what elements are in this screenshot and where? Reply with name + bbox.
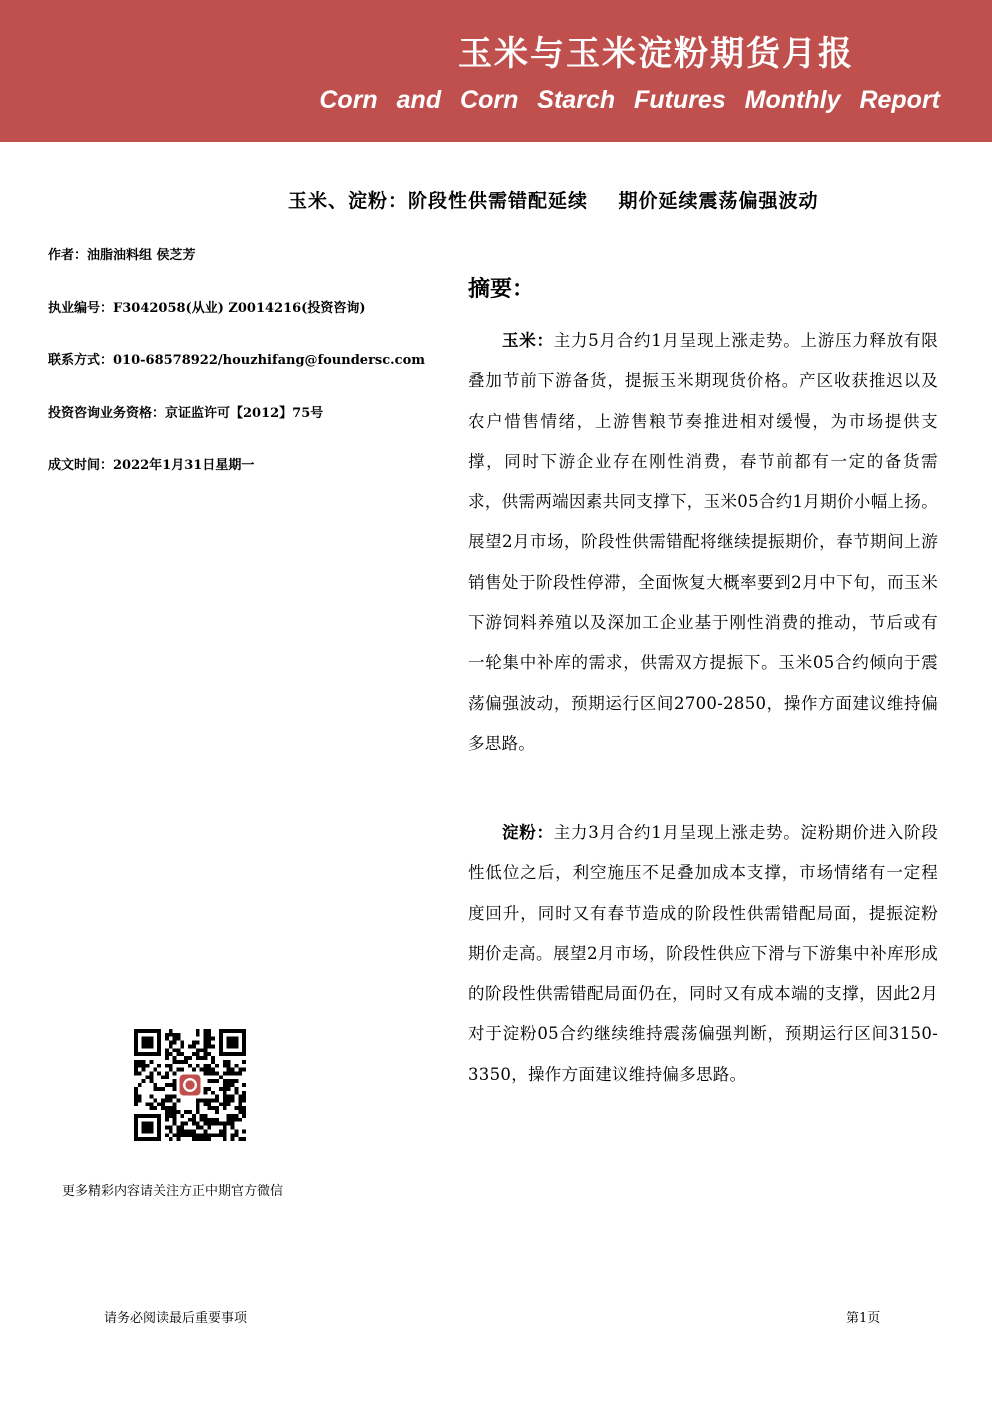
corn-lead: 玉米： (502, 331, 554, 350)
qr-caption: 更多精彩内容请关注方正中期官方微信 (62, 1184, 284, 1199)
starch-paragraph (468, 813, 938, 1095)
license-line: 执业编号：F3042058(从业) Z0014216(投资咨询) (48, 301, 366, 316)
author-line: 作者：油脂油料组 侯芝芳 (48, 248, 196, 263)
qr-code-icon (134, 1029, 246, 1141)
report-title-en: Corn and Corn Starch Futures Monthly Report (319, 86, 940, 114)
header-banner (0, 0, 992, 142)
contact-line: 联系方式：010-68578922/houzhifang@foundersc.com (48, 353, 426, 368)
starch-lead: 淀粉： (502, 823, 554, 842)
qualification-line: 投资咨询业务资格：京证监许可【2012】75号 (48, 406, 324, 421)
report-title-cn: 玉米与玉米淀粉期货月报 (458, 34, 854, 74)
corn-text: 主力5月合约1月呈现上涨走势。上游压力释放有限叠加节前下游备货，提振玉米期现货价格。产区收获推迟以及农户惜售情绪，上游售粮节奏推进相对缓慢，为市场提供支撑，同时下游企业存在刚性消费，春节前都有一定的备货需求，供需两端因素共同支撑下，玉米05合约1月期价小幅上扬。展望2月市场，阶段性供需错配将继续提振期价，春节期间上游销售处于阶段性停滞，全面恢复大概率要到2月中下旬，而玉米下游饲料养殖以及深加工企业基于刚性消费的推动，节后或有一轮集中补库的需求，供需双方提振下。玉米05合约倾向于震荡偏强波动，预期运行区间2700-2850，操作方面建议维持偏多思路。 (468, 331, 938, 753)
starch-text: 主力3月合约1月呈现上涨走势。淀粉期价进入阶段性低位之后，利空施压不足叠加成本支撑，市场情绪有一定程度回升，同时又有春节造成的阶段性供需错配局面，提振淀粉期价走高。展望2月市场，阶段性供应下滑与下游集中补库形成的阶段性供需错配局面仍在，同时又有成本端的支撑，因此2月对于淀粉05合约继续维持震荡偏强判断，预期运行区间3150-3350，操作方面建议维持偏多思路。 (468, 823, 938, 1084)
summary-heading: 摘要： (468, 276, 535, 302)
page-number: 第1页 (846, 1311, 881, 1326)
footer-notice: 请务必阅读最后重要事项 (104, 1311, 248, 1326)
date-line: 成文时间：2022年1月31日星期一 (48, 458, 255, 473)
corn-paragraph (468, 321, 938, 764)
report-headline: 玉米、淀粉：阶段性供需错配延续 期价延续震荡偏强波动 (288, 190, 819, 212)
